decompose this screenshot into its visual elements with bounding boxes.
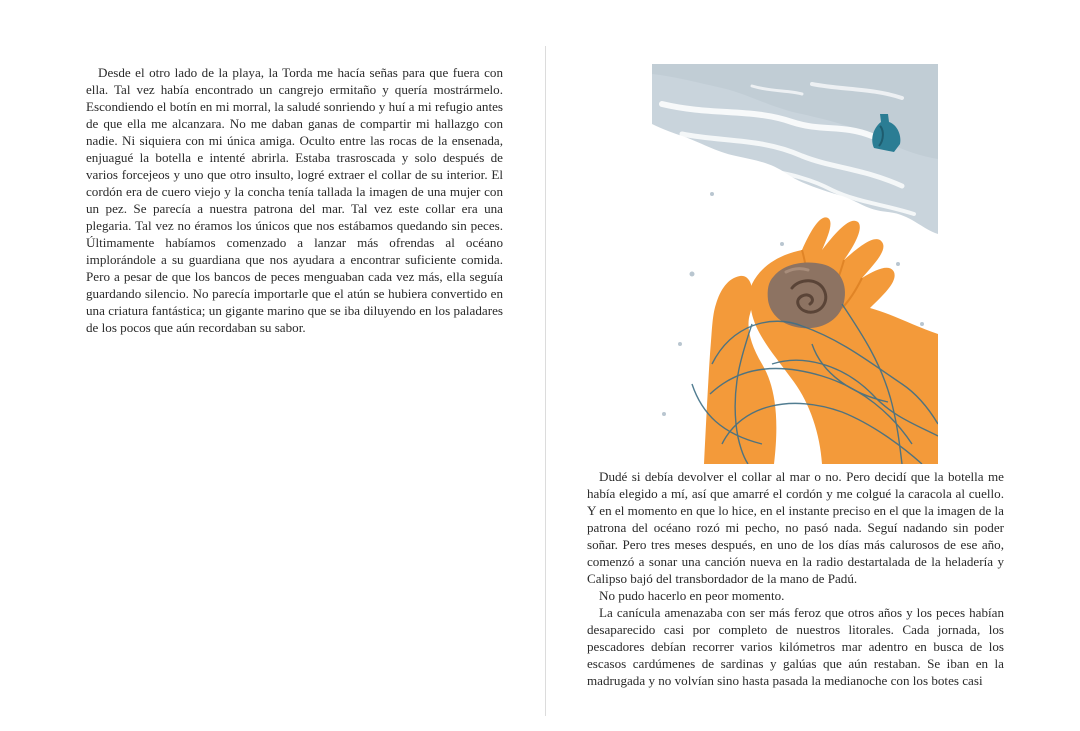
right-paragraph-3: La canícula amenazaba con ser más feroz que otros años y los peces habían desaparecido casi por completo de nuestros litorales. Cada jornada, los pescadores debían recorrer varios kilómetros mar adentro en busca de los escasos cardúmenes de sardinas y galúas que aún restaban. Se iban en la madrugada y no volvían sino hasta pasada la medianoche con los botes casi bbox=[587, 605, 1004, 688]
page-gutter-divider bbox=[545, 46, 546, 716]
right-paragraph-2: No pudo hacerlo en peor momento. bbox=[599, 588, 785, 603]
shell-necklace-icon bbox=[768, 263, 845, 329]
hands-holding-shell-necklace-illustration bbox=[652, 64, 938, 464]
left-page-text bbox=[86, 64, 503, 336]
right-page-text bbox=[587, 468, 1004, 690]
right-paragraph-1: Dudé si debía devolver el collar al mar o no. Pero decidí que la botella me había elegido a mí, así que amarré el cordón y me colgué la caracola al cuello. Y en el momento en que lo hice, en el instante preciso en el que la imagen de la patrona del océano rozó mi pecho, no pasó nada. Seguí nadando sin poder soñar. Pero tres meses después, en uno de los días más calurosos de ese año, comenzó a sonar una canción nueva en la radio destartalada de la heladería y Calipso bajó del transbordador de la mano de Padú. bbox=[587, 469, 1004, 586]
right-hand-shape bbox=[750, 217, 938, 464]
left-paragraph-1: Desde el otro lado de la playa, la Torda me hacía señas para que fuera con ella. Tal vez había encontrado un cangrejo ermitaño y quería mostrármelo. Escondiendo el botín en mi morral, la saludé sonriendo y huí a mi refugio antes de que ella me alcanzara. No me daban ganas de compartir mi hallazgo con nadie. Ni siquiera con mi única amiga. Oculto entre las rocas de la ensenada, enjuagué la botella e intenté abrirla. Estaba trasroscada y solo después de varios forcejeos y uno que otro insulto, logré extraer el collar de su interior. El cordón era de cuero viejo y la concha tenía tallada la imagen de una mujer con un pez. Se parecía a nuestra patrona del mar. Tal vez este collar era una plegaria. Tal vez no éramos los únicos que nos estábamos quedando sin peces. Últimamente habíamos comenzado a lanzar más ofrendas al océano implorándole a su guardiana que nos ayudara a encontrar suficiente comida. Pero a pesar de que los bancos de peces menguaban cada vez más, ella seguía guardando silencio. No parecía importarle que el atún se hubiera convertido en una criatura fantástica; un gigante marino que se iba diluyendo en los paladares de los pocos que aún recordaban su sabor. bbox=[86, 65, 503, 335]
